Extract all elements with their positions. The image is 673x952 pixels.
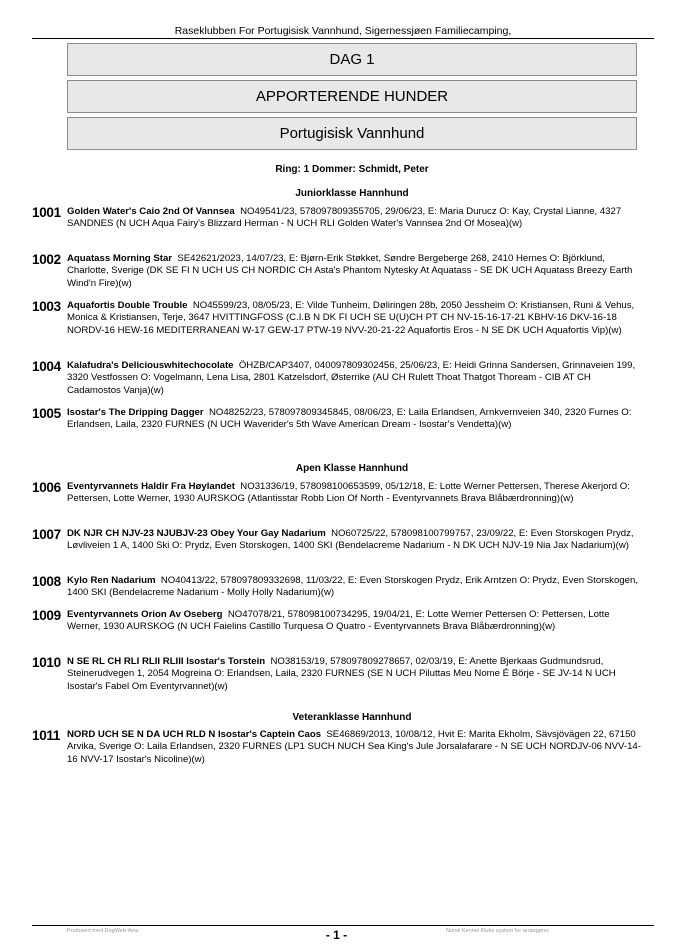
dog-name: Golden Water's Caio 2nd Of Vannsea	[67, 206, 235, 217]
catalog-number: 1010	[32, 655, 61, 670]
dog-details: NO45599/23, 08/05/23, E: Vilde Tunheim, Døliringen 28b, 2050 Jessheim O: Kristiansen, Runi & Vehus, Monica & Kristiansen, Terje, 3647 HVITTINGFOSS (C.I.B N DK FI UCH SE U(U)CH PT CH NV-15-16-17-21 KBHV-16 DKV-16-18 NORDV-16 HEW-16 MEDITERRANEAN W-17 GEW-17 PTW-19 NVV-20-21-22 Aquafortis Eros - N SE DK UCH Aquafortis Vip)(w)	[67, 300, 635, 336]
catalog-number: 1006	[32, 480, 61, 495]
dog-details: NO49541/23, 578097809355705, 29/06/23, E: Maria Durucz O: Kay, Crystal Lianne, 4327 SANDNES (N UCH Aqua Fairy's Blizzard Herman - N UCH RLI Golden Water's Vannsea 2nd Of Mosea)(w)	[67, 206, 622, 230]
entry-text	[67, 481, 642, 506]
dog-details: NO60725/22, 578098100799757, 23/09/22, E: Even Storskogen Prydz, Løvliveien 1 A, 1400 Ski O: Prydz, Even Storskogen, 1400 SKI (Bendelacreme Nadarium - N DK UCH NJV-19 Nia Jax Nadarium)(w)	[67, 528, 634, 552]
dog-name: Kalafudra's Deliciouswhitechocolate	[67, 360, 234, 371]
dog-details: NO40413/22, 578097809332698, 11/03/22, E: Even Storskogen Prydz, Erik Arntzen O: Prydz, Even Storskogen, 1400 SKI (Bendelacreme Nadarium - Molly Holly Nadarium)(w)	[67, 575, 638, 599]
catalog-number: 1003	[32, 299, 61, 314]
dog-details: NO48252/23, 578097809345845, 08/06/23, E: Laila Erlandsen, Arnkvernveien 340, 2320 Furnes O: Erlandsen, Laila, 2320 FURNES (N UCH Waverider's 5th Wave American Dream - Isostar's Vendetta)(w)	[67, 407, 632, 431]
class-heading-junior: Juniorklasse Hannhund	[295, 188, 409, 199]
group-banner: APPORTERENDE HUNDER	[67, 80, 637, 113]
entry-text	[67, 300, 642, 337]
catalog-number: 1001	[32, 205, 61, 220]
footer-software-note: Produsert med DogWeb-Arra	[67, 928, 139, 934]
dog-details: SE46869/2013, 10/08/12, Hvit E: Marita Ekholm, Sävsjövägen 22, 67150 Arvika, Sverige O: Laila Erlandsen, 2320 FURNES (LP1 SUCH NUCH Sea King's Jule Jorsalafarare - N SE UCH NORDJV-06 NVV-14-16 NVV-17 Isostar's Nicoline)(w)	[67, 729, 641, 765]
dog-details: ÖHZB/CAP3407, 040097809302456, 25/06/23, E: Heidi Grinna Sandersen, Grinnaveien 199, 3320 Vestfossen O: Vogelmann, Lena Lisa, 2801 Katzelsdorf, Østerrike (AU CH Rulett Thoat Thatgot Thoream - CIB AT CH Cadamostos Vanja)(w)	[67, 360, 636, 396]
ring-judge-line: Ring: 1 Dommer: Schmidt, Peter	[275, 164, 429, 175]
footer-system-note: Norsk Kennel Klubs system for arrangører	[446, 928, 549, 934]
dog-name: Aquafortis Double Trouble	[67, 300, 188, 311]
dog-details: NO47078/21, 578098100734295, 19/04/21, E: Lotte Werner Pettersen O: Pettersen, Lotte Werner, 1930 AURSKOG (N UCH Faielins Castillo Turquesa O Quatro - Eventyrvannets Brava Blåbærdronning)(w)	[67, 609, 610, 633]
page-number: - 1 -	[325, 928, 348, 942]
dog-name: Kylo Ren Nadarium	[67, 575, 156, 586]
breed-banner: Portugisisk Vannhund	[67, 117, 637, 150]
dog-name: N SE RL CH RLI RLII RLIII Isostar's Torstein	[67, 656, 266, 667]
footer-divider	[32, 925, 654, 926]
header-divider	[32, 38, 654, 39]
entry-text	[67, 729, 642, 766]
catalog-number: 1007	[32, 527, 61, 542]
catalog-number: 1009	[32, 608, 61, 623]
dog-name: Eventyrvannets Orion Av Oseberg	[67, 609, 223, 620]
dog-name: Isostar's The Dripping Dagger	[67, 407, 204, 418]
entry-text	[67, 528, 642, 553]
page-header: Raseklubben For Portugisisk Vannhund, Sigernessjøen Familiecamping,	[174, 25, 512, 37]
entry-text	[67, 360, 642, 397]
entry-text	[67, 656, 642, 693]
dog-name: Eventyrvannets Haldir Fra Høylandet	[67, 481, 235, 492]
catalog-number: 1002	[32, 252, 61, 267]
entry-text	[67, 407, 642, 432]
dog-name: DK NJR CH NJV-23 NJUBJV-23 Obey Your Gay Nadarium	[67, 528, 326, 539]
class-heading-apen: Apen Klasse Hannhund	[295, 463, 409, 474]
dog-details: NO38153/19, 578097809278657, 02/03/19, E: Anette Bjerkaas Gudmundsrud, Steinerudvegen 1, 2054 Mogreina O: Erlandsen, Laila, 2320 FURNES (SE N UCH Piluttas Meu Nome É Börje - SE JV-14 N UCH Isostar's Fabel Om Eventyrvannet)(w)	[67, 656, 616, 692]
class-heading-veteran: Veteranklasse Hannhund	[292, 712, 412, 723]
catalog-number: 1005	[32, 406, 61, 421]
dog-name: NORD UCH SE N DA UCH RLD N Isostar's Captein Caos	[67, 729, 322, 740]
catalog-number: 1008	[32, 574, 61, 589]
entry-text	[67, 206, 642, 231]
dog-details: NO31336/19, 578098100653599, 05/12/18, E: Lotte Werner Pettersen, Therese Akerjord O: Pettersen, Lotte Werner, 1930 AURSKOG (Atlantisstar Robb Lion Of North - Eventyrvannets Brava Blåbærdronning)(w)	[67, 481, 630, 505]
dog-name: Aquatass Morning Star	[67, 253, 173, 264]
dog-details: SE42621/2023, 14/07/23, E: Bjørn-Erik Støkket, Søndre Bergeberge 268, 2410 Hernes O: Björklund, Charlotte, Sverige (DK SE FI N UCH US CH NORDIC CH Asta's Phantom Nytesky At Aquatass - SE DK UCH Aquatass Breezy Earth Wind'n Fire)(w)	[67, 253, 633, 289]
catalog-number: 1011	[32, 728, 61, 743]
entry-text	[67, 609, 642, 634]
catalog-number: 1004	[32, 359, 61, 374]
entry-text	[67, 253, 642, 290]
day-banner: DAG 1	[67, 43, 637, 76]
entry-text	[67, 575, 642, 600]
